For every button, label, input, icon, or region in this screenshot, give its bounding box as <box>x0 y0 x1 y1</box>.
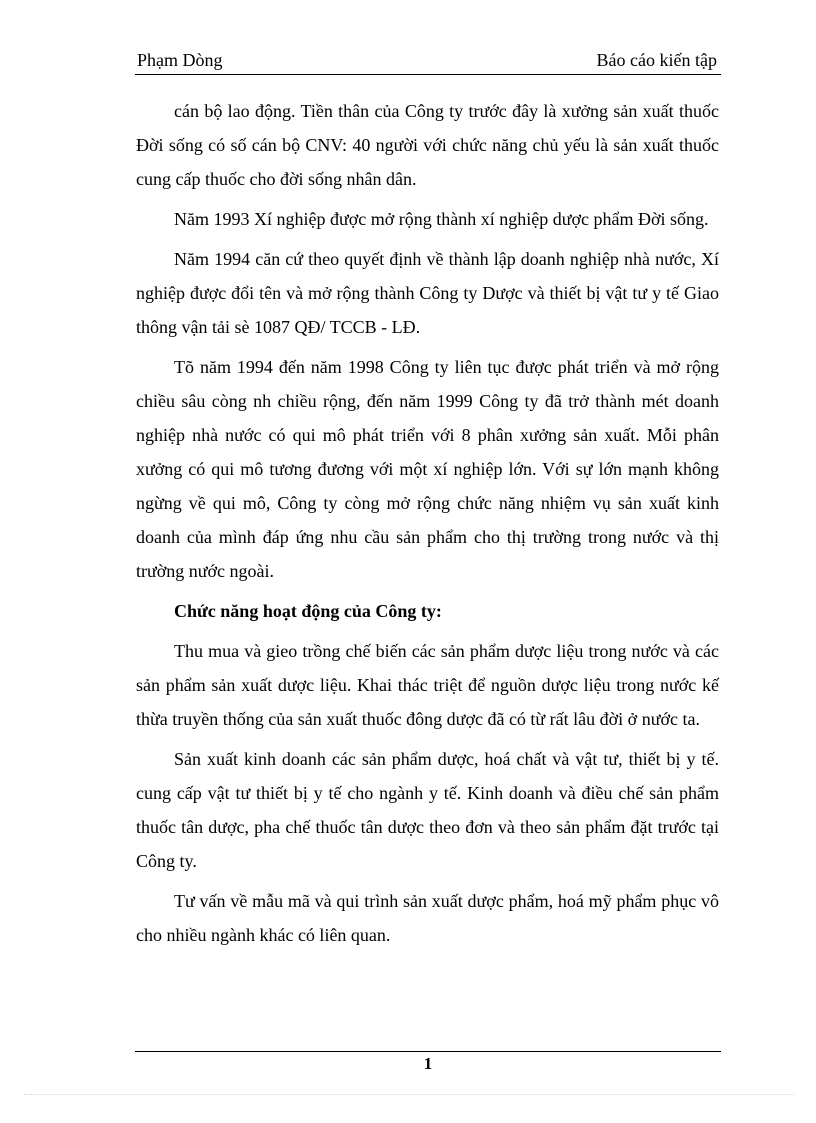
document-body <box>136 94 719 958</box>
page-number: 1 <box>423 1054 433 1073</box>
paragraph-function-consulting: Tư vấn về mẫu mã và qui trình sản xuất dược phẩm, hoá mỹ phẩm phục vô cho nhiều ngành khác có liên quan. <box>136 891 719 945</box>
paragraph-company-origin: cán bộ lao động. Tiền thân của Công ty trước đây là xưởng sản xuất thuốc Đời sống có số cán bộ CNV: 40 người với chức năng chủ yếu là sản xuất thuốc cung cấp thuốc cho đời sống nhân dân. <box>136 101 719 189</box>
header-document-title: Báo cáo kiến tập <box>596 50 717 70</box>
paragraph-1994: Năm 1994 căn cứ theo quyết định về thành lập doanh nghiệp nhà nước, Xí nghiệp được đổi tên và mở rộng thành Công ty Dược và thiết bị vật tư y tế Giao thông vận tải sè 1087 QĐ/ TCCB - LĐ. <box>136 249 719 337</box>
paragraph-function-production: Sản xuất kinh doanh các sản phẩm dược, hoá chất và vật tư, thiết bị y tế. cung cấp vật tư thiết bị y tế cho ngành y tế. Kinh doanh và điều chế sản phẩm thuốc tân dược, pha chế thuốc tân dược theo đơn và theo sản phẩm đặt trước tại Công ty. <box>136 749 719 871</box>
page-header <box>135 48 721 75</box>
page-edge-divider <box>24 1094 794 1095</box>
header-author: Phạm Dòng <box>137 50 223 70</box>
paragraph-1993: Năm 1993 Xí nghiệp được mở rộng thành xí nghiệp dược phẩm Đời sống. <box>174 209 709 229</box>
section-heading-company-functions: Chức năng hoạt động của Công ty: <box>174 601 442 621</box>
footer-divider <box>135 1051 721 1052</box>
paragraph-function-purchasing: Thu mua và gieo trồng chế biến các sản phẩm dược liệu trong nước và các sản phẩm sản xuất dược liệu. Khai thác triệt để nguồn dược liệu trong nước kế thừa truyền thống của sản xuất thuốc đông dược đã có từ rất lâu đời ở nước ta. <box>136 641 719 729</box>
paragraph-1994-1999-growth: Tõ năm 1994 đến năm 1998 Công ty liên tục được phát triển và mở rộng chiều sâu còng nh chiều rộng, đến năm 1999 Công ty đã trở thành mét doanh nghiệp nhà nước có qui mô phát triển với 8 phân xưởng sản xuất. Mỗi phân xưởng có qui mô tương đương với một xí nghiệp lớn. Với sự lớn mạnh không ngừng về qui mô, Công ty còng mở rộng chức năng nhiệm vụ sản xuất kinh doanh của mình đáp ứng nhu cầu sản phẩm cho thị trường trong nước và thị trường nước ngoài. <box>136 357 719 581</box>
